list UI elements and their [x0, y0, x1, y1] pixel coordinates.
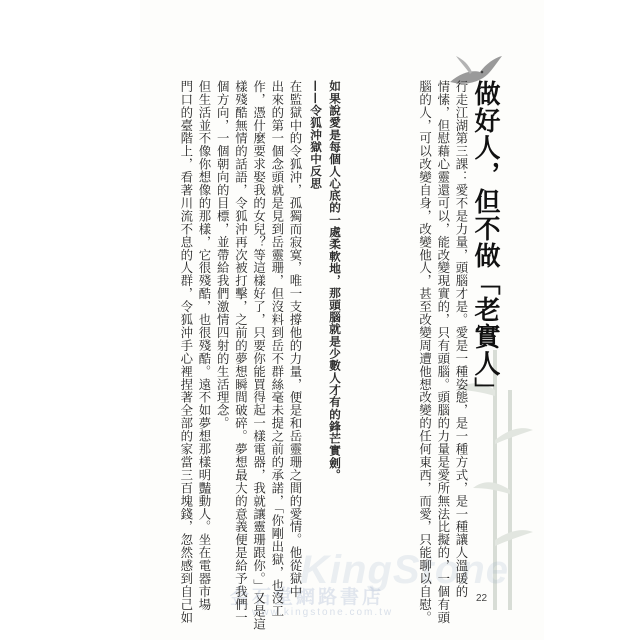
right-margin	[544, 0, 640, 640]
text-line: 但生活並不像你想像的那樣，它很殘酷，也很殘酷。遠不如夢想那樣明豔動人。坐在電器市場	[196, 80, 212, 611]
left-margin	[0, 0, 140, 640]
quote-attribution: ——令狐沖獄中反思	[309, 80, 323, 190]
chapter-title: 做好人，但不做「老實人」	[470, 80, 500, 404]
text-line: 行走江湖第三課：愛不是力量，頭腦才是。愛是一種姿態，是一種方式，是一種讓人溫暖的	[454, 80, 469, 598]
watermark-latin: KingStone	[300, 548, 509, 592]
text-line: 作，憑什麼要求娶我的女兒？等這樣好了，只要你能買得起一樣電器，我就讓靈珊跟你。」又是這	[251, 80, 267, 631]
watermark-chinese: 金石堂網路書店	[230, 586, 385, 608]
page-number: 22	[476, 593, 488, 604]
text-line: 情愫，但慰藉心靈還可以，能改變現實的，只有頭腦。頭腦的力量是愛所無法比擬的，一個有頭	[435, 80, 451, 624]
watermark-url: www.kingstone.com.tw	[252, 607, 394, 618]
text-line: 腦的人，可以改變自身，改變他人，甚至改變周遭他想改變的任何東西，而愛，只能聊以自慰。	[417, 80, 433, 624]
text-line: 出來的第一個念頭就是見到岳靈珊，但沒料到岳不群絲毫未提之前的承諾，「你剛出獄，也沒工	[269, 80, 285, 618]
pull-quote	[306, 80, 344, 481]
text-line: 個方向，一個朝向的目標，並帶給我們激情四射的生活理念。	[215, 80, 231, 430]
intro-paragraph	[415, 80, 470, 624]
quote-text: 如果說愛是每個人心底的一處柔軟地，那頭腦就是少數人才有的鋒芒實劍。	[328, 80, 342, 481]
text-line: 在監獄中的令狐沖，孤獨而寂寞，唯一支撐他的力量，便是和岳靈珊之間的愛情。他從獄中	[288, 80, 303, 598]
body-paragraphs	[177, 80, 304, 631]
text-line: 樣殘酷無情的話語，令狐沖再次被打擊，之前的夢想瞬間破碎。夢想最大的意義便是給予我們一	[233, 80, 249, 624]
text-line: 門口的臺階上，看著川流不息的人群，令狐沖手心裡捏著全部的家當三百塊錢，忽然感到自己如	[178, 80, 194, 624]
